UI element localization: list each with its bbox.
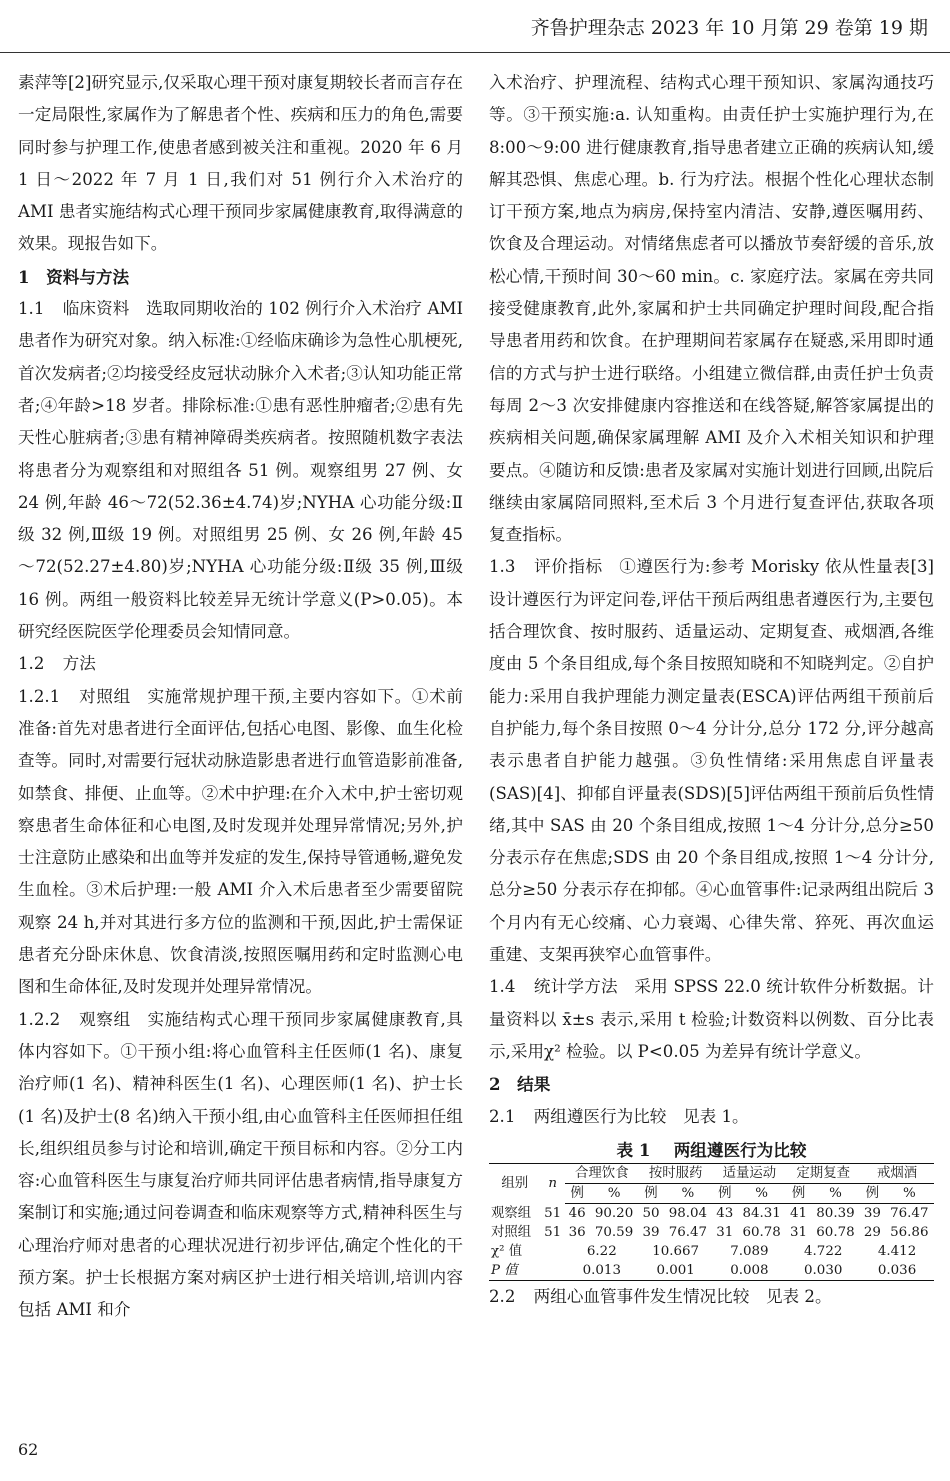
- table-row: 对照组 51 36 70.59 39 76.47 31 60.78 31 60.78 29 56.86: [491, 1224, 929, 1240]
- section-1-2-2-continued: 入术治疗、护理流程、结构式心理干预知识、家属沟通技巧等。③干预实施:a. 认知重构。由责任护士实施护理行为,在 8:00～9:00 进行健康教育,指导患者建立正确的疾病认知,缓解其恐惧、焦虑心理。b. 行为疗法。根据个性化心理状态制订干预方案,地点为病房,保持室内清洁、安静,遵医嘱用药、饮食及合理运动。对情绪焦虑者可以播放节奏舒缓的音乐,放松心情,干预时间 30～60 min。c. 家庭疗法。家属在旁共同接受健康教育,此外,家属和护士共同确定护理时间段,配合指导患者用药和饮食。在护理期间若家属存在疑惑,采用即时通信的方式与护士进行联络。小组建立微信群,由责任护士负责每周 2～3 次安排健康内容推送和在线答疑,解答家属提出的疾病相关问题,确保家属理解 AMI 及介入术相关知识和护理要点。④随访和反馈:患者及家属对实施计划进行回顾,出院后继续由家属陪同照料,至术后 3 个月进行复查评估,获取各项复查指标。: [489, 73, 934, 545]
- section-1-2-1: 1.2.1 对照组 实施常规护理干预,主要内容如下。①术前准备:首先对患者进行全面评估,包括心电图、影像、血生化检查等。同时,对需要行冠状动脉造影患者进行血管造影前准备,如禁食、排便、止血等。②术中护理:在介入术中,护士密切观察患者生命体征和心电图,及时发现并处理异常情况;另外,护士注意防止感染和出血等并发症的发生,保持导管通畅,避免发生血栓。③术后护理:一般 AMI 介入术后患者至少需要留院观察 24 h,并对其进行多方位的监测和干预,因此,护士需保证患者充分卧床休息、饮食清淡,按照医嘱用药和定时监测心电图和生命体征,及时发现并处理异常情况。: [18, 686, 463, 997]
- table-row-chi: χ² 值 6.22 10.667 7.089 4.722 4.412: [491, 1243, 917, 1259]
- table-sub-pct: %: [811, 1183, 860, 1203]
- table-sub-pct: %: [885, 1183, 934, 1203]
- table-sub-count: 例: [639, 1183, 664, 1203]
- journal-title: 齐鲁护理杂志 2023 年 10 月第 29 卷第 19 期: [530, 17, 928, 39]
- section-2-2: 2.2 两组心血管事件发生情况比较 见表 2。: [489, 1286, 832, 1306]
- table-col-n: n: [540, 1163, 565, 1203]
- table-sub-count: 例: [565, 1183, 590, 1203]
- table-sub-pct: %: [589, 1183, 638, 1203]
- left-column: [18, 67, 463, 1327]
- right-column: [489, 67, 934, 1313]
- table-row: 观察组 51 46 90.20 50 98.04 43 84.31 41 80.39 39 76.47: [491, 1205, 929, 1221]
- page-header: [0, 0, 950, 53]
- table-group-header: 定期复查: [786, 1163, 860, 1183]
- section-2-1: 2.1 两组遵医行为比较 见表 1。: [489, 1106, 749, 1126]
- table-sub-pct: %: [663, 1183, 712, 1203]
- table-1-title: 表 1 两组遵医行为比较: [616, 1139, 807, 1160]
- table-1-grid: [489, 1163, 934, 1281]
- table-group-header: 戒烟酒: [860, 1163, 934, 1183]
- table-group-header: 适量运动: [713, 1163, 787, 1183]
- section-1-2-2: 1.2.2 观察组 实施结构式心理干预同步家属健康教育,具体内容如下。①干预小组:将心血管科主任医师(1 名)、康复治疗师(1 名)、精神科医生(1 名)、心理医师(1 名)、护士长(1 名)及护士(8 名)纳入干预小组,由心血管科主任医师担任组长,组织组员参与讨论和培训,确定干预目标和内容。②分工内容:心血管科医生与康复治疗师共同评估患者病情,指导康复方案制订和实施;通过问卷调查和临床观察等方式,精神科医生与心理治疗师对患者的心理状况进行初步评估,确定个性化的干预方案。护士长根据方案对病区护士进行相关培训,培训内容包括 AMI 和介: [18, 1009, 463, 1320]
- section-2-heading: 2 结果: [489, 1074, 551, 1095]
- table-col-group: 组别: [489, 1163, 540, 1203]
- section-1-3: 1.3 评价指标 ①遵医行为:参考 Morisky 依从性量表[3]设计遵医行为评定问卷,评估干预后两组患者遵医行为,主要包括合理饮食、按时服药、适量运动、定期复查、戒烟酒,各维度由 5 个条目组成,每个条目按照知晓和不知晓判定。②自护能力:采用自我护理能力测定量表(ESCA)评估两组干预前后自护能力,每个条目按照 0～4 分计分,总分 172 分,评分越高表示患者自护能力越强。③负性情绪:采用焦虑自评量表(SAS)[4]、抑郁自评量表(SDS)[5]评估两组干预前后负性情绪,其中 SAS 由 20 个条目组成,按照 1～4 分计分,总分≥50 分表示存在焦虑;SDS 由 20 个条目组成,按照 1～4 分计分,总分≥50 分表示存在抑郁。④心血管事件:记录两组出院后 3 个月内有无心绞痛、心力衰竭、心律失常、猝死、再次血运重建、支架再狭窄心血管事件。: [489, 557, 935, 965]
- section-1-4: 1.4 统计学方法 采用 SPSS 22.0 统计软件分析数据。计量资料以 x̄±s 表示,采用 t 检验;计数资料以例数、百分比表示,采用χ² 检验。以 P<0.05 为差异有统计学意义。: [489, 977, 935, 1061]
- table-sub-count: 例: [713, 1183, 738, 1203]
- section-1-1: 1.1 临床资料 选取同期收治的 102 例行介入术治疗 AMI 患者作为研究对象。纳入标准:①经临床确诊为急性心肌梗死,首次发病者;②均接受经皮冠状动脉介入术者;③认知功能正常者;④年龄>18 岁者。排除标准:①患有恶性肿瘤者;②患有先天性心脏病者;③患有精神障碍类疾病者。按照随机数字表法将患者分为观察组和对照组各 51 例。观察组男 27 例、女 24 例,年龄 46～72(52.36±4.74)岁;NYHA 心功能分级:Ⅱ级 32 例,Ⅲ级 19 例。对照组男 25 例、女 26 例,年龄 45～72(52.27±4.80)岁;NYHA 心功能分级:Ⅱ级 35 例,Ⅲ级 16 例。两组一般资料比较差异无统计学意义(P>0.05)。本研究经医院医学伦理委员会知情同意。: [18, 299, 463, 642]
- table-row-p: P 值 0.013 0.001 0.008 0.030 0.036: [489, 1261, 934, 1281]
- table-group-header: 合理饮食: [565, 1163, 639, 1183]
- table-sub-count: 例: [860, 1183, 885, 1203]
- intro-paragraph: 素萍等[2]研究显示,仅采取心理干预对康复期较长者而言存在一定局限性,家属作为了解患者个性、疾病和压力的角色,需要同时参与护理工作,使患者感到被关注和重视。2020 年 6 月 1 日～2022 年 7 月 1 日,我们对 51 例行介入术治疗的 AMI 患者实施结构式心理干预同步家属健康教育,取得满意的效果。现报告如下。: [18, 73, 463, 254]
- table-sub-count: 例: [786, 1183, 811, 1203]
- page-number: 62: [18, 1440, 39, 1459]
- table-sub-pct: %: [737, 1183, 786, 1203]
- table-group-header: 按时服药: [639, 1163, 713, 1183]
- table-1: [489, 1137, 934, 1281]
- section-1-heading: 1 资料与方法: [18, 266, 130, 287]
- section-1-2-heading: 1.2 方法: [18, 654, 96, 674]
